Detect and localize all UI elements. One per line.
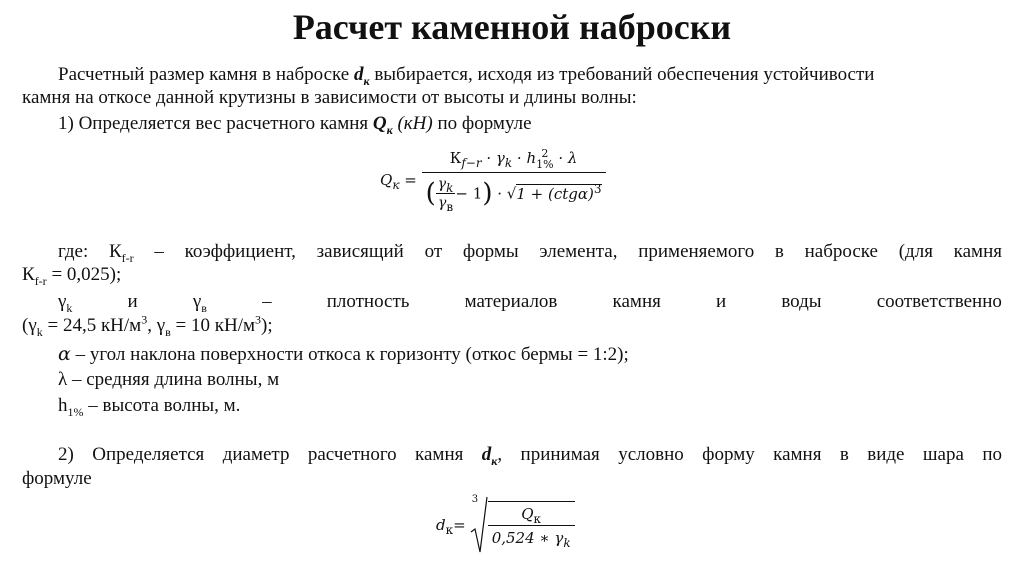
where-line-3	[58, 291, 1002, 313]
sqrt-radicand: $1 + (ctg\alpha)^3$	[516, 181, 602, 203]
where-line-2: $К_{f-r} = 0,025$);	[22, 264, 122, 288]
density-word-4: –	[262, 291, 272, 312]
cube-root: 3 $\frac{Q_к}{0,524 ∗ \gamma_k}$	[470, 496, 575, 554]
step2-line-2: формуле	[22, 468, 92, 489]
density-word-3: $\gamma_в$	[192, 291, 207, 315]
page-title: Расчет каменной наброски	[292, 7, 732, 47]
where-line-4: ($\gamma_k = 24,5$ $кН/м^3$, $\gamma_в = 10$ $кН/м^3$);	[22, 312, 273, 339]
formula-stone-weight	[380, 147, 606, 214]
step1-line	[58, 113, 532, 135]
qk-symbol: $Q_к$	[372, 113, 393, 137]
intro-text-cont: выбирается, исходя из требований обеспечения устойчивости	[369, 64, 875, 85]
formula1-fraction	[422, 147, 606, 214]
density-word-8: и	[716, 291, 727, 312]
intro-text: Расчетный размер камня в наброске	[58, 64, 354, 85]
density-word-10: соответственно	[876, 291, 1002, 312]
intro-line-1	[58, 64, 874, 86]
step2-line-1: 2) Определяется диаметр расчетного камня $d_к$, принимая условно форму камня в виде шара по	[58, 444, 1002, 468]
density-word-5: плотность	[326, 291, 410, 312]
where-line-6: λ – средняя длина волны, м	[58, 369, 280, 390]
formula2-fraction: $\frac{Q_к}{0,524 ∗ \gamma_k}$	[488, 505, 575, 547]
where-line-5: α – угол наклона поверхности откоса к горизонту (откос бермы = 1:2);	[58, 343, 629, 365]
formula1-numerator: $К_{f-r} \cdot \gamma_k \cdot h$ 2 1% · λ	[449, 147, 578, 171]
intro-line-2: камня на откосе данной крутизны в зависимости от высоты и длины волны:	[22, 87, 637, 108]
density-word-1: $\gamma_k$	[58, 291, 73, 315]
formula2-lhs: $d_к=$	[436, 516, 466, 537]
gamma-ratio: $\frac{\gamma_k}{\gamma_в}$	[437, 176, 454, 214]
where-line-7: $h_{1\%}$ – высота волны, м.	[58, 395, 241, 419]
step1-text-end: по формуле	[432, 113, 532, 134]
formula1-lhs: $Q_к$ =	[380, 170, 417, 192]
density-word-7: камня	[612, 291, 661, 312]
qk-unit: (кН)	[392, 113, 433, 134]
density-word-2: и	[127, 291, 138, 312]
density-word-6: материалов	[464, 291, 558, 312]
where-line-1: где: $К_{f-r}$ – коэффициент, зависящий от формы элемента, применяемого в наброске (для камня	[58, 241, 1002, 265]
dk-symbol: $d_к$	[353, 64, 370, 88]
formula1-denominator: ( $\frac{\gamma_k}{\gamma_в}$ − $1) \cdot √1 + (ctg\alpha)^3$	[422, 172, 606, 211]
formula-stone-diameter	[436, 496, 575, 554]
step1-text: 1) Определяется вес расчетного камня	[58, 113, 373, 134]
density-word-9: воды	[781, 291, 822, 312]
